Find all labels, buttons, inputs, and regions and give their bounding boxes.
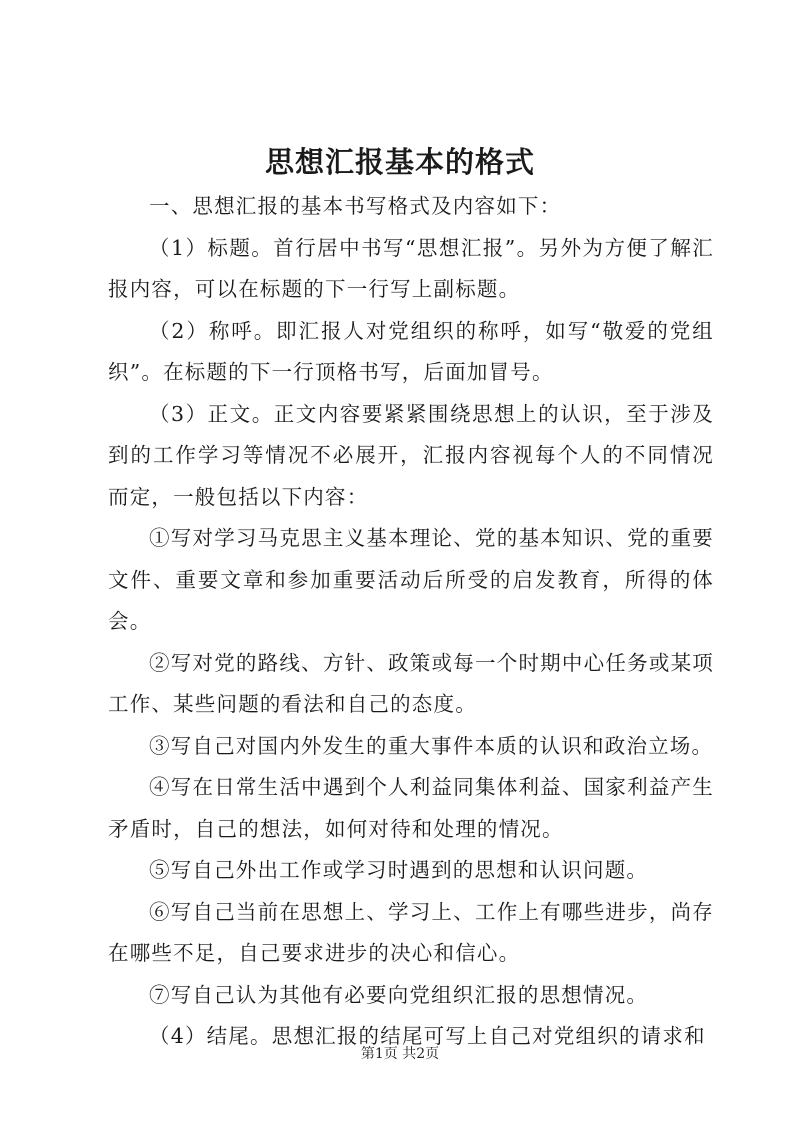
- paragraph: （1）标题。首行居中书写“思想汇报”。另外为方便了解汇报内容，可以在标题的下一行写上副标题。: [108, 235, 714, 301]
- paragraph: （3）正文。正文内容要紧紧围绕思想上的认识，至于涉及到的工作学习等情况不必展开，汇报内容视每个人的不同情况而定，一般包括以下内容：: [108, 401, 714, 509]
- paragraph: ⑥写自己当前在思想上、学习上、工作上有哪些进步，尚存在哪些不足，自己要求进步的决心和信心。: [108, 899, 714, 965]
- paragraph: ④写在日常生活中遇到个人利益同集体利益、国家利益产生矛盾时，自己的想法，如何对待和处理的情况。: [108, 775, 714, 841]
- paragraph: ⑦写自己认为其他有必要向党组织汇报的思想情况。: [149, 982, 649, 1007]
- page-title: 思想汇报基本的格式: [264, 145, 535, 179]
- paragraph: ②写对党的路线、方针、政策或每一个时期中心任务或某项工作、某些问题的看法和自己的态度。: [108, 650, 714, 716]
- document-body: [108, 186, 714, 1058]
- paragraph: ③写自己对国内外发生的重大事件本质的认识和政治立场。: [149, 733, 714, 758]
- paragraph: （2）称呼。即汇报人对党组织的称呼，如写“敬爱的党组织”。在标题的下一行顶格书写，后面加冒号。: [108, 318, 714, 384]
- paragraph: ①写对学习马克思主义基本理论、党的基本知识、党的重要文件、重要文章和参加重要活动后所受的启发教育，所得的体会。: [108, 526, 714, 633]
- paragraph: （4）结尾。思想汇报的结尾可写上自己对党组织的请求和: [149, 1024, 706, 1048]
- paragraph: 一、思想汇报的基本书写格式及内容如下：: [149, 194, 562, 218]
- paragraph: ⑤写自己外出工作或学习时遇到的思想和认识问题。: [149, 858, 649, 882]
- page-footer: 第1页 共2页: [360, 1046, 440, 1062]
